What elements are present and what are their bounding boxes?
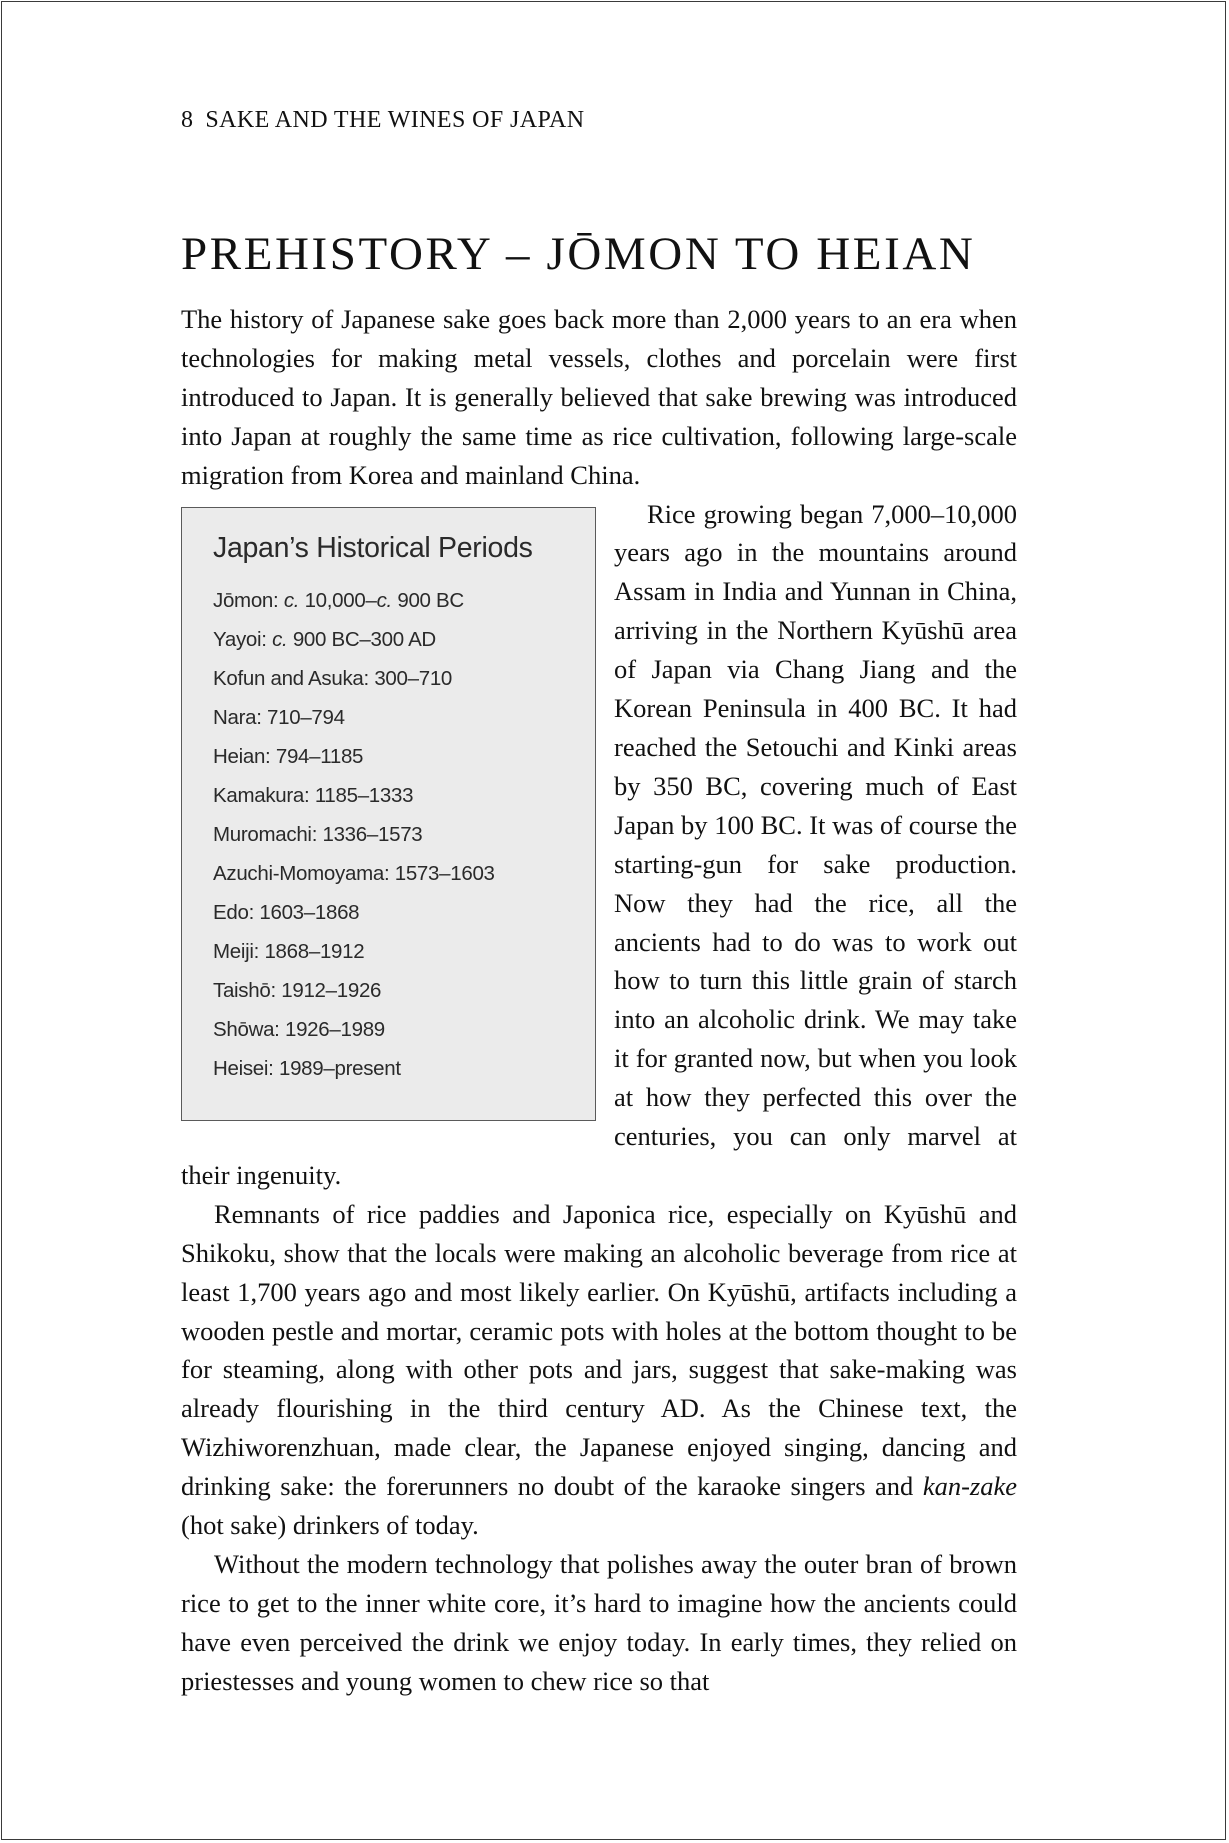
period-text: 1912–1926 (281, 978, 382, 1002)
chapter-title: PREHISTORY – JŌMON TO HEIAN (181, 228, 976, 280)
paragraph-3 (181, 1195, 1017, 1545)
period-text: 10,000– (299, 588, 377, 612)
circa-abbrev: c. (376, 588, 392, 612)
period-item (213, 659, 595, 698)
period-text: Heian: (213, 744, 276, 768)
period-text: Kamakura: (213, 783, 315, 807)
book-title: SAKE AND THE WINES OF JAPAN (205, 107, 585, 133)
paragraph-4: Without the modern technology that polishes away the outer bran of brown rice to get to the inner white core, it’s hard to imagine how the ancients could have even perceived the drink we enjoy today. In early times, they relied on priestesses and young women to chew rice so that (181, 1549, 1017, 1696)
period-text: 1989–present (278, 1056, 401, 1080)
paragraph-3-text-end: (hot sake) drinkers of today. (181, 1510, 479, 1541)
period-item (213, 854, 595, 893)
period-text: 1185–1333 (314, 783, 414, 807)
sidebar-title: Japan’s Historical Periods (213, 531, 533, 564)
period-text: Yayoi: (213, 627, 273, 651)
page-content (181, 100, 1017, 1701)
running-head (181, 100, 1017, 140)
period-text: 1868–1912 (264, 939, 365, 963)
paragraph-1: The history of Japanese sake goes back more than 2,000 years to an era when technologies for making metal vessels, clothes and porcelain were first introduced to Japan. It is generally believed that sake brewing was introduced into Japan at roughly the same time as rice cultivation, following large-scale migration from Korea and mainland China. (181, 304, 1017, 490)
paragraph-3-text: Remnants of rice paddies and Japonica rice, especially on Kyūshū and Shikoku, show that the locals were making an alcoholic beverage from rice at least 1,700 years ago and most likely earlier. On Kyūshū, artifacts including a wooden pestle and mortar, ceramic pots with holes at the bottom thought to be for steaming, along with other pots and jars, suggest that sake-making was already flourishing in the third century AD. As the Chinese text, the Wizhiworenzhuan, made clear, the Japanese enjoyed singing, dancing and drinking sake: the forerunners no doubt of the karaoke singers and (181, 1198, 1017, 1502)
circa-abbrev: c. (272, 627, 288, 651)
period-item (213, 620, 595, 659)
circa-abbrev: c. (283, 588, 300, 612)
period-text: Azuchi-Momoyama: (213, 861, 395, 885)
period-text: 300–710 (374, 666, 453, 690)
period-item (213, 698, 595, 737)
period-text: Heisei: (213, 1056, 279, 1080)
body-text (181, 300, 1017, 1701)
period-text: Kofun and Asuka: (213, 666, 375, 690)
page-number: 8 (181, 107, 194, 133)
period-item (213, 1010, 595, 1049)
period-text: Jōmon: (213, 588, 284, 612)
period-item (213, 1049, 595, 1088)
period-item (213, 815, 595, 854)
period-text: 1573–1603 (394, 861, 495, 885)
kan-zake-term: kan-zake (922, 1471, 1017, 1502)
historical-periods-sidebar (181, 507, 596, 1121)
period-text: 1926–1989 (284, 1017, 385, 1041)
period-item (213, 737, 595, 776)
period-list (213, 581, 595, 1088)
period-text: 1336–1573 (322, 822, 423, 846)
period-text: Nara: (213, 705, 268, 729)
paragraph-2: Rice growing began 7,000–10,000 years ago in the mountains around Assam in India and Yunnan in China, arriving in the Northern Kyūshū area of Japan via Chang Jiang and the Korean Peninsula in 400 BC. It had reached the Setouchi and Kinki areas by 350 BC, covering much of East Japan by 100 BC. It was of course the starting-gun for sake production. Now they had the rice, all the ancients had to do was to work out how to turn this little grain of starch into an alcoholic drink. We may take it for granted now, but when you look at how they perfected this over the centuries, you can only marvel at their ingenuity. (181, 498, 1017, 1190)
period-item (213, 581, 595, 620)
period-text: Edo: (213, 900, 260, 924)
period-text: Shōwa: (213, 1017, 285, 1041)
period-item (213, 932, 595, 971)
period-text: Muromachi: (213, 822, 323, 846)
period-text: 1603–1868 (259, 900, 360, 924)
period-text: 900 BC–300 AD (287, 627, 436, 651)
period-text: Taishō: (213, 978, 282, 1002)
period-item (213, 893, 595, 932)
period-text: 710–794 (267, 705, 345, 729)
period-item (213, 776, 595, 815)
period-text: 794–1185 (275, 744, 364, 768)
period-item (213, 971, 595, 1010)
period-text: 900 BC (391, 588, 464, 612)
period-text: Meiji: (213, 939, 265, 963)
